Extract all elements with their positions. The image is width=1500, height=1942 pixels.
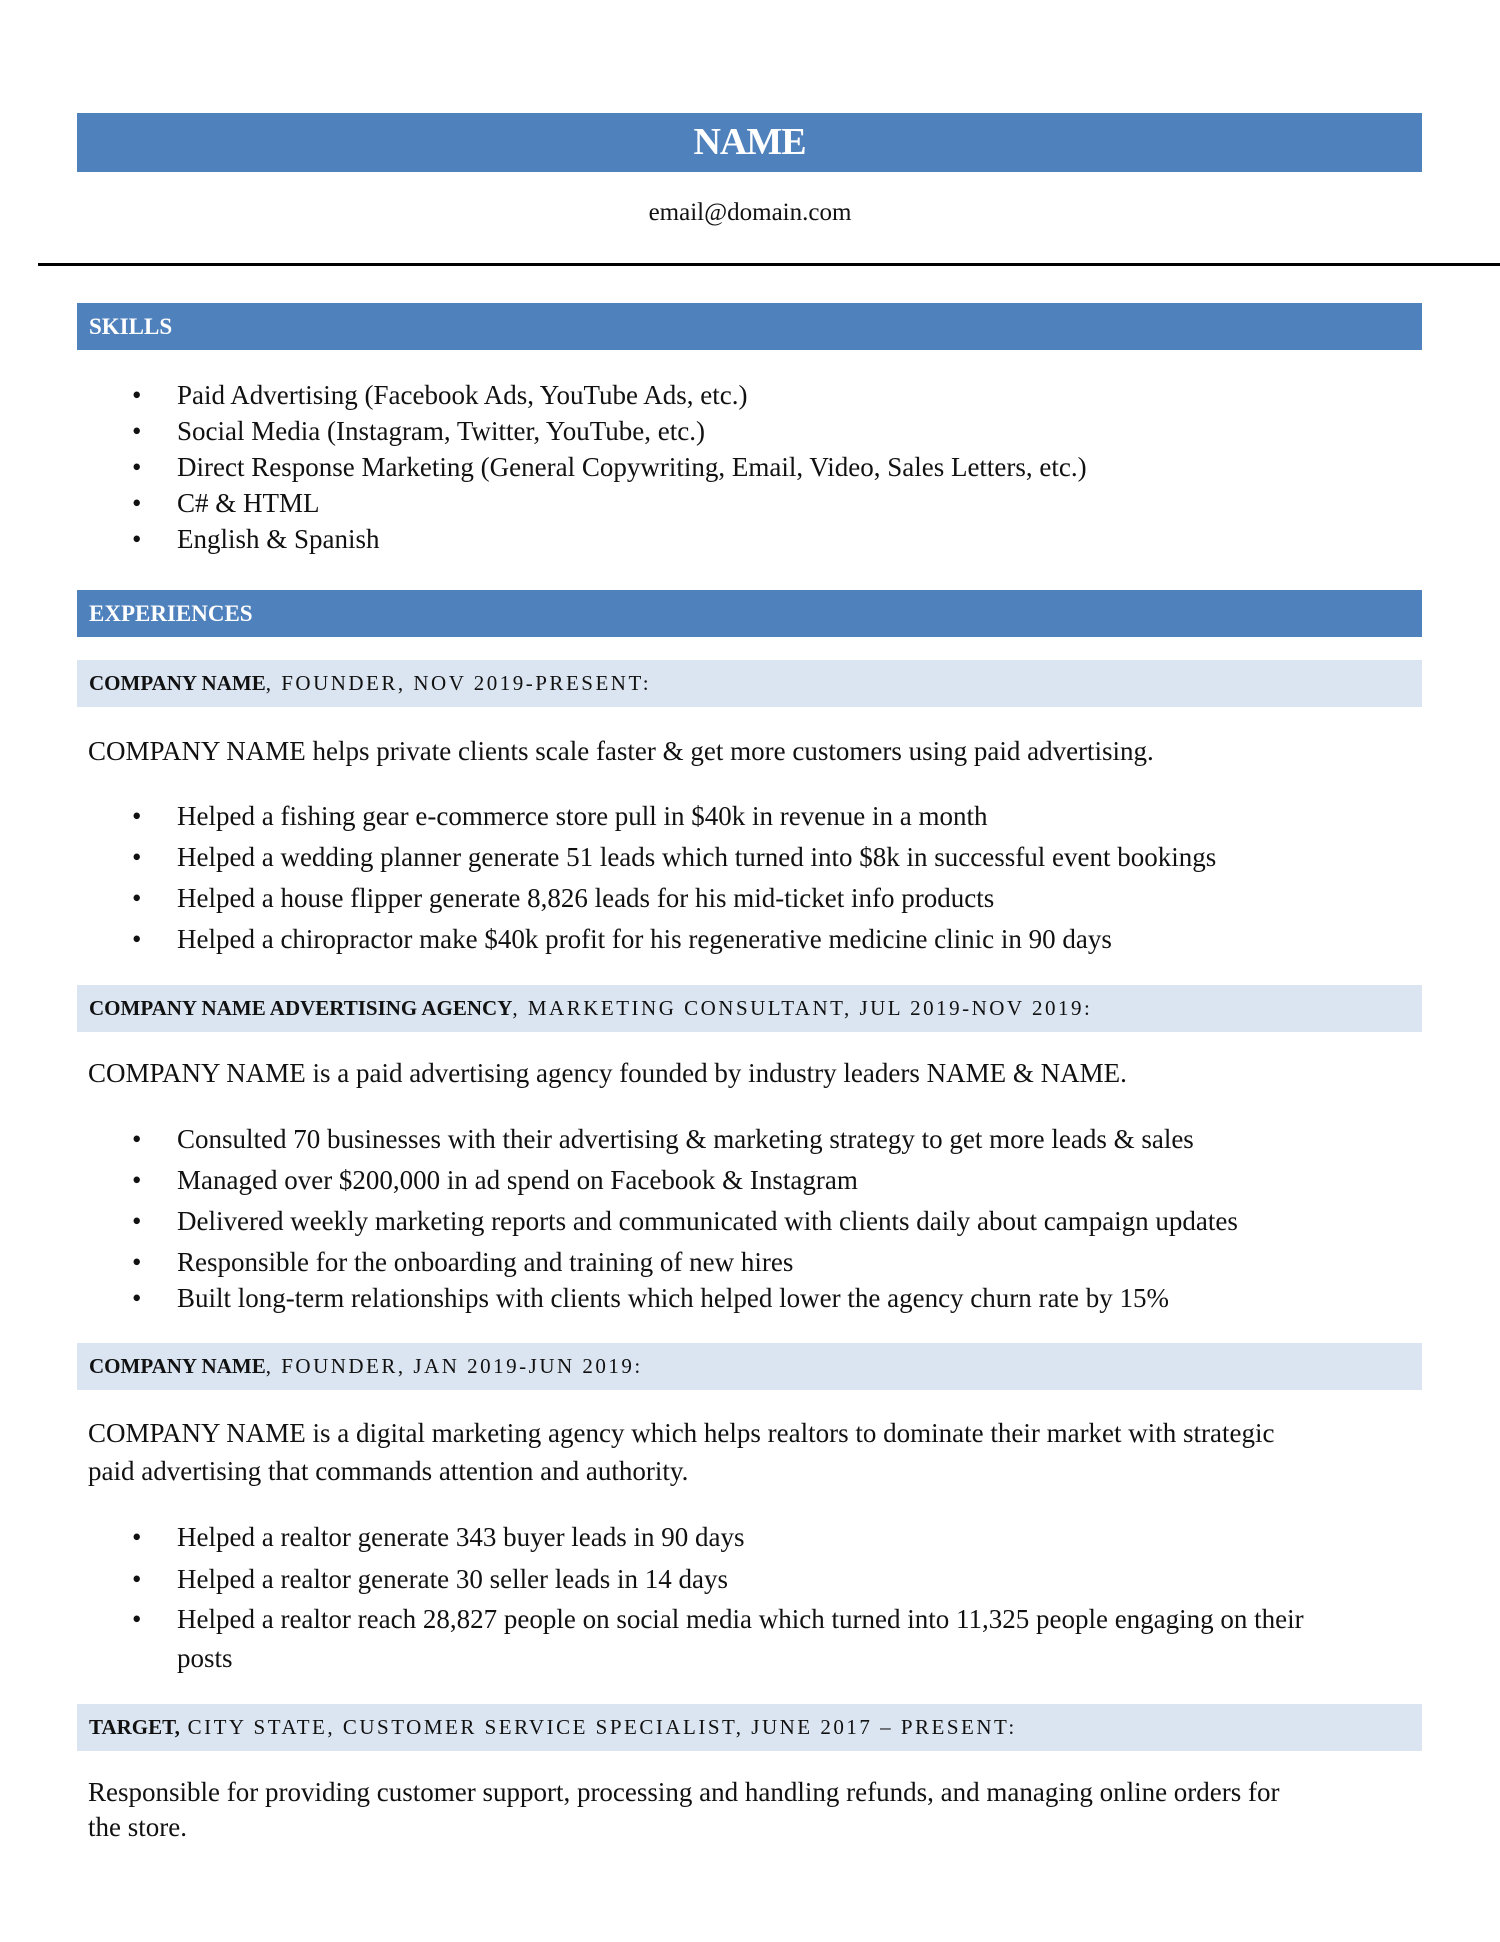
divider — [38, 263, 1500, 266]
job-heading — [77, 660, 1422, 707]
bullet-icon: • — [132, 1165, 142, 1195]
job-description: COMPANY NAME is a digital marketing agency which helps realtors to dominate their market with strategic — [88, 1418, 1275, 1448]
job-heading — [77, 985, 1422, 1032]
job-details: , FOUNDER, JAN 2019-JUN 2019: — [265, 1354, 643, 1378]
bullet-icon: • — [132, 1564, 142, 1594]
job-description: COMPANY NAME helps private clients scale faster & get more customers using paid advertising. — [88, 736, 1154, 766]
company-name: COMPANY NAME — [89, 1354, 266, 1378]
job-details: , MARKETING CONSULTANT, JUL 2019-NOV 2019: — [512, 996, 1093, 1020]
bullet-icon: • — [132, 1522, 142, 1552]
bullet-icon: • — [132, 1124, 142, 1154]
job-description: paid advertising that commands attention and authority. — [88, 1456, 689, 1486]
company-name: COMPANY NAME ADVERTISING AGENCY — [89, 996, 513, 1020]
bullet-icon: • — [132, 1247, 142, 1277]
name-header: NAME — [77, 113, 1422, 172]
job-description: Responsible for providing customer support, processing and handling refunds, and managing online orders for — [88, 1777, 1280, 1807]
job-heading — [77, 1343, 1422, 1390]
bullet-icon: • — [132, 380, 142, 410]
job-description: the store. — [88, 1812, 187, 1842]
job-details: CITY STATE, CUSTOMER SERVICE SPECIALIST, JUNE 2017 – PRESENT: — [179, 1715, 1017, 1739]
experiences-heading: EXPERIENCES — [77, 590, 1422, 637]
job-heading — [77, 1704, 1422, 1751]
bullet-icon: • — [132, 488, 142, 518]
email: email@domain.com — [648, 199, 852, 226]
bullet-icon: • — [132, 416, 142, 446]
bullet-icon: • — [132, 1283, 142, 1313]
bullet-icon: • — [132, 524, 142, 554]
skills-heading: SKILLS — [77, 303, 1422, 350]
bullet-icon: • — [132, 1604, 142, 1634]
job-details: , FOUNDER, NOV 2019-PRESENT: — [265, 671, 652, 695]
bullet-icon: • — [132, 842, 142, 872]
bullet-icon: • — [132, 924, 142, 954]
bullet-icon: • — [132, 452, 142, 482]
job-description: COMPANY NAME is a paid advertising agency founded by industry leaders NAME & NAME. — [88, 1058, 1127, 1088]
bullet-icon: • — [132, 1206, 142, 1236]
company-name: TARGET, — [89, 1715, 180, 1739]
bullet-icon: • — [132, 883, 142, 913]
bullet-icon: • — [132, 801, 142, 831]
company-name: COMPANY NAME — [89, 671, 266, 695]
